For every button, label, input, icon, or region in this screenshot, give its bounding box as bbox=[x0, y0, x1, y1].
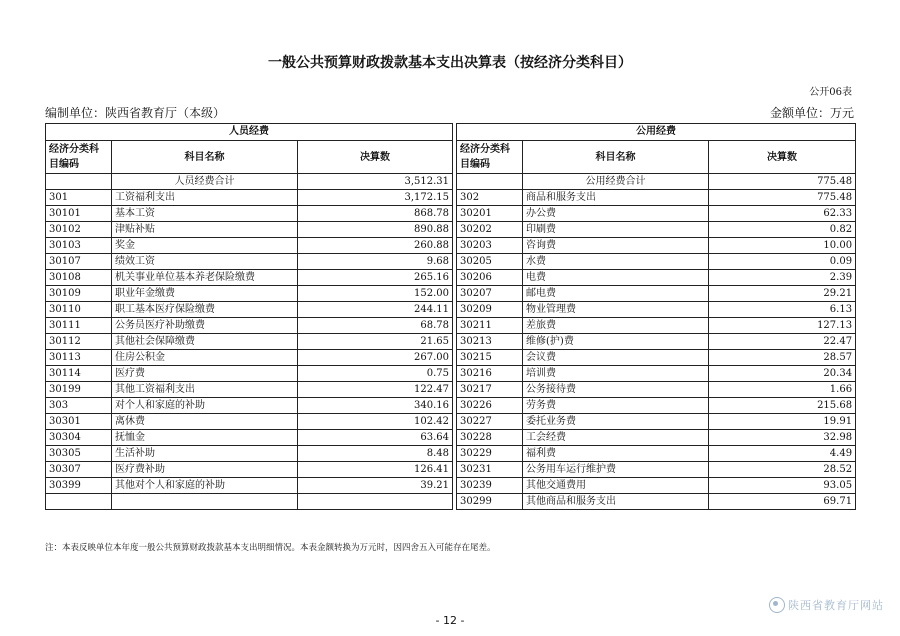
public-code: 30203 bbox=[457, 238, 523, 254]
public-code: 30201 bbox=[457, 206, 523, 222]
public-amount: 28.57 bbox=[709, 350, 856, 366]
personnel-code: 30101 bbox=[46, 206, 112, 222]
public-item-name: 其他交通费用 bbox=[523, 478, 709, 494]
table-row bbox=[46, 190, 856, 206]
personnel-amount: 868.78 bbox=[298, 206, 453, 222]
personnel-item-name: 绩效工资 bbox=[112, 254, 298, 270]
personnel-amount: 122.47 bbox=[298, 382, 453, 398]
personnel-amount: 152.00 bbox=[298, 286, 453, 302]
table-row bbox=[46, 414, 856, 430]
table-row bbox=[46, 494, 856, 510]
public-amount: 2.39 bbox=[709, 270, 856, 286]
public-item-name: 物业管理费 bbox=[523, 302, 709, 318]
personnel-item-name: 职工基本医疗保险缴费 bbox=[112, 302, 298, 318]
public-item-name: 会议费 bbox=[523, 350, 709, 366]
public-amount: 32.98 bbox=[709, 430, 856, 446]
personnel-total-label: 人员经费合计 bbox=[112, 174, 298, 190]
page-title: 一般公共预算财政拨款基本支出决算表（按经济分类科目） bbox=[268, 55, 632, 71]
table-row bbox=[46, 334, 856, 350]
public-code: 30205 bbox=[457, 254, 523, 270]
public-code: 30209 bbox=[457, 302, 523, 318]
personnel-item-name: 机关事业单位基本养老保险缴费 bbox=[112, 270, 298, 286]
personnel-amount: 126.41 bbox=[298, 462, 453, 478]
public-item-name: 其他商品和服务支出 bbox=[523, 494, 709, 510]
personnel-item-name: 生活补助 bbox=[112, 446, 298, 462]
personnel-amount: 3,172.15 bbox=[298, 190, 453, 206]
personnel-code: 301 bbox=[46, 190, 112, 206]
table-note: 注：本表反映单位本年度一般公共预算财政拨款基本支出明细情况。本表金额转换为万元时，因四舍五入可能存在尾差。 bbox=[45, 543, 496, 553]
personnel-item-name: 津贴补贴 bbox=[112, 222, 298, 238]
table-row bbox=[46, 286, 856, 302]
public-code: 30227 bbox=[457, 414, 523, 430]
public-amount: 69.71 bbox=[709, 494, 856, 510]
table-row bbox=[46, 270, 856, 286]
table-row bbox=[46, 430, 856, 446]
table-row bbox=[46, 366, 856, 382]
table-row bbox=[46, 350, 856, 366]
public-total-label: 公用经费合计 bbox=[523, 174, 709, 190]
personnel-amount: 244.11 bbox=[298, 302, 453, 318]
col-name-header: 科目名称 bbox=[523, 141, 709, 174]
personnel-amount: 63.64 bbox=[298, 430, 453, 446]
public-code: 30207 bbox=[457, 286, 523, 302]
public-amount: 93.05 bbox=[709, 478, 856, 494]
col-amount-header: 决算数 bbox=[298, 141, 453, 174]
globe-icon bbox=[769, 597, 785, 613]
personnel-item-name: 住房公积金 bbox=[112, 350, 298, 366]
public-item-name: 福利费 bbox=[523, 446, 709, 462]
column-header-row bbox=[46, 141, 856, 174]
form-number: 公开06表 bbox=[809, 87, 852, 98]
col-name-header: 科目名称 bbox=[112, 141, 298, 174]
personnel-code: 30307 bbox=[46, 462, 112, 478]
public-item-name: 委托业务费 bbox=[523, 414, 709, 430]
personnel-item-name: 职业年金缴费 bbox=[112, 286, 298, 302]
total-row bbox=[46, 174, 856, 190]
public-code: 30202 bbox=[457, 222, 523, 238]
public-amount: 10.00 bbox=[709, 238, 856, 254]
public-code: 302 bbox=[457, 190, 523, 206]
public-amount: 127.13 bbox=[709, 318, 856, 334]
personnel-amount: 9.68 bbox=[298, 254, 453, 270]
personnel-item-name: 其他对个人和家庭的补助 bbox=[112, 478, 298, 494]
public-item-name: 电费 bbox=[523, 270, 709, 286]
personnel-code: 30305 bbox=[46, 446, 112, 462]
personnel-code: 30113 bbox=[46, 350, 112, 366]
public-item-name: 公务接待费 bbox=[523, 382, 709, 398]
personnel-item-name: 离休费 bbox=[112, 414, 298, 430]
public-amount: 6.13 bbox=[709, 302, 856, 318]
personnel-amount: 267.00 bbox=[298, 350, 453, 366]
money-unit: 金额单位：万元 bbox=[769, 106, 854, 120]
page-number: - 12 - bbox=[435, 614, 465, 627]
col-amount-header: 决算数 bbox=[709, 141, 856, 174]
personnel-amount: 265.16 bbox=[298, 270, 453, 286]
public-code: 30228 bbox=[457, 430, 523, 446]
public-item-name: 办公费 bbox=[523, 206, 709, 222]
public-code: 30217 bbox=[457, 382, 523, 398]
personnel-amount: 68.78 bbox=[298, 318, 453, 334]
expenditure-table bbox=[45, 123, 856, 510]
public-code: 30231 bbox=[457, 462, 523, 478]
public-code: 30215 bbox=[457, 350, 523, 366]
table-row bbox=[46, 206, 856, 222]
personnel-code: 30399 bbox=[46, 478, 112, 494]
public-amount: 215.68 bbox=[709, 398, 856, 414]
public-amount: 62.33 bbox=[709, 206, 856, 222]
personnel-code: 30112 bbox=[46, 334, 112, 350]
personnel-amount bbox=[298, 494, 453, 510]
personnel-code: 30199 bbox=[46, 382, 112, 398]
public-item-name: 水费 bbox=[523, 254, 709, 270]
compiling-unit: 编制单位：陕西省教育厅（本级） bbox=[45, 106, 226, 120]
personnel-amount: 890.88 bbox=[298, 222, 453, 238]
public-code: 30213 bbox=[457, 334, 523, 350]
col-code-header: 经济分类科目编码 bbox=[46, 141, 112, 174]
personnel-code: 30110 bbox=[46, 302, 112, 318]
public-item-name: 印刷费 bbox=[523, 222, 709, 238]
group-header-row bbox=[46, 124, 856, 141]
personnel-code bbox=[46, 494, 112, 510]
personnel-code: 30109 bbox=[46, 286, 112, 302]
public-amount: 0.82 bbox=[709, 222, 856, 238]
public-code: 30226 bbox=[457, 398, 523, 414]
public-amount: 775.48 bbox=[709, 190, 856, 206]
personnel-item-name: 医疗费 bbox=[112, 366, 298, 382]
personnel-group-header: 人员经费 bbox=[46, 124, 453, 141]
personnel-code: 30301 bbox=[46, 414, 112, 430]
public-item-name: 咨询费 bbox=[523, 238, 709, 254]
personnel-item-name: 公务员医疗补助缴费 bbox=[112, 318, 298, 334]
public-code: 30211 bbox=[457, 318, 523, 334]
public-item-name: 培训费 bbox=[523, 366, 709, 382]
public-item-name: 劳务费 bbox=[523, 398, 709, 414]
personnel-amount: 8.48 bbox=[298, 446, 453, 462]
personnel-item-name: 对个人和家庭的补助 bbox=[112, 398, 298, 414]
public-code: 30216 bbox=[457, 366, 523, 382]
table-row bbox=[46, 446, 856, 462]
public-total-amount: 775.48 bbox=[709, 174, 856, 190]
watermark-text: 陕西省教育厅网站 bbox=[788, 599, 884, 612]
public-amount: 4.49 bbox=[709, 446, 856, 462]
public-item-name: 公务用车运行维护费 bbox=[523, 462, 709, 478]
public-code: 30229 bbox=[457, 446, 523, 462]
personnel-code: 30103 bbox=[46, 238, 112, 254]
public-amount: 1.66 bbox=[709, 382, 856, 398]
personnel-amount: 102.42 bbox=[298, 414, 453, 430]
table-body bbox=[46, 190, 856, 510]
site-watermark bbox=[769, 597, 884, 613]
personnel-code: 30111 bbox=[46, 318, 112, 334]
personnel-total-amount: 3,512.31 bbox=[298, 174, 453, 190]
public-amount: 28.52 bbox=[709, 462, 856, 478]
table-row bbox=[46, 302, 856, 318]
personnel-item-name: 其他工资福利支出 bbox=[112, 382, 298, 398]
personnel-code: 303 bbox=[46, 398, 112, 414]
public-amount: 22.47 bbox=[709, 334, 856, 350]
public-amount: 20.34 bbox=[709, 366, 856, 382]
personnel-code: 30304 bbox=[46, 430, 112, 446]
personnel-item-name: 奖金 bbox=[112, 238, 298, 254]
col-code-header: 经济分类科目编码 bbox=[457, 141, 523, 174]
public-item-name: 邮电费 bbox=[523, 286, 709, 302]
table-row bbox=[46, 254, 856, 270]
personnel-code: 30102 bbox=[46, 222, 112, 238]
personnel-item-name: 基本工资 bbox=[112, 206, 298, 222]
public-amount: 19.91 bbox=[709, 414, 856, 430]
public-amount: 0.09 bbox=[709, 254, 856, 270]
table-row bbox=[46, 238, 856, 254]
personnel-amount: 0.75 bbox=[298, 366, 453, 382]
personnel-amount: 260.88 bbox=[298, 238, 453, 254]
table-row bbox=[46, 478, 856, 494]
personnel-amount: 39.21 bbox=[298, 478, 453, 494]
public-item-name: 商品和服务支出 bbox=[523, 190, 709, 206]
public-item-name: 工会经费 bbox=[523, 430, 709, 446]
public-amount: 29.21 bbox=[709, 286, 856, 302]
public-code: 30239 bbox=[457, 478, 523, 494]
public-item-name: 差旅费 bbox=[523, 318, 709, 334]
personnel-item-name: 抚恤金 bbox=[112, 430, 298, 446]
personnel-code: 30107 bbox=[46, 254, 112, 270]
public-code: 30299 bbox=[457, 494, 523, 510]
personnel-code: 30114 bbox=[46, 366, 112, 382]
personnel-code: 30108 bbox=[46, 270, 112, 286]
personnel-item-name bbox=[112, 494, 298, 510]
personnel-amount: 340.16 bbox=[298, 398, 453, 414]
table-row bbox=[46, 318, 856, 334]
table-row bbox=[46, 222, 856, 238]
public-code: 30206 bbox=[457, 270, 523, 286]
public-group-header: 公用经费 bbox=[457, 124, 856, 141]
table-row bbox=[46, 382, 856, 398]
table-row bbox=[46, 398, 856, 414]
personnel-item-name: 其他社会保障缴费 bbox=[112, 334, 298, 350]
public-item-name: 维修(护)费 bbox=[523, 334, 709, 350]
table-row bbox=[46, 462, 856, 478]
personnel-item-name: 医疗费补助 bbox=[112, 462, 298, 478]
personnel-item-name: 工资福利支出 bbox=[112, 190, 298, 206]
personnel-amount: 21.65 bbox=[298, 334, 453, 350]
